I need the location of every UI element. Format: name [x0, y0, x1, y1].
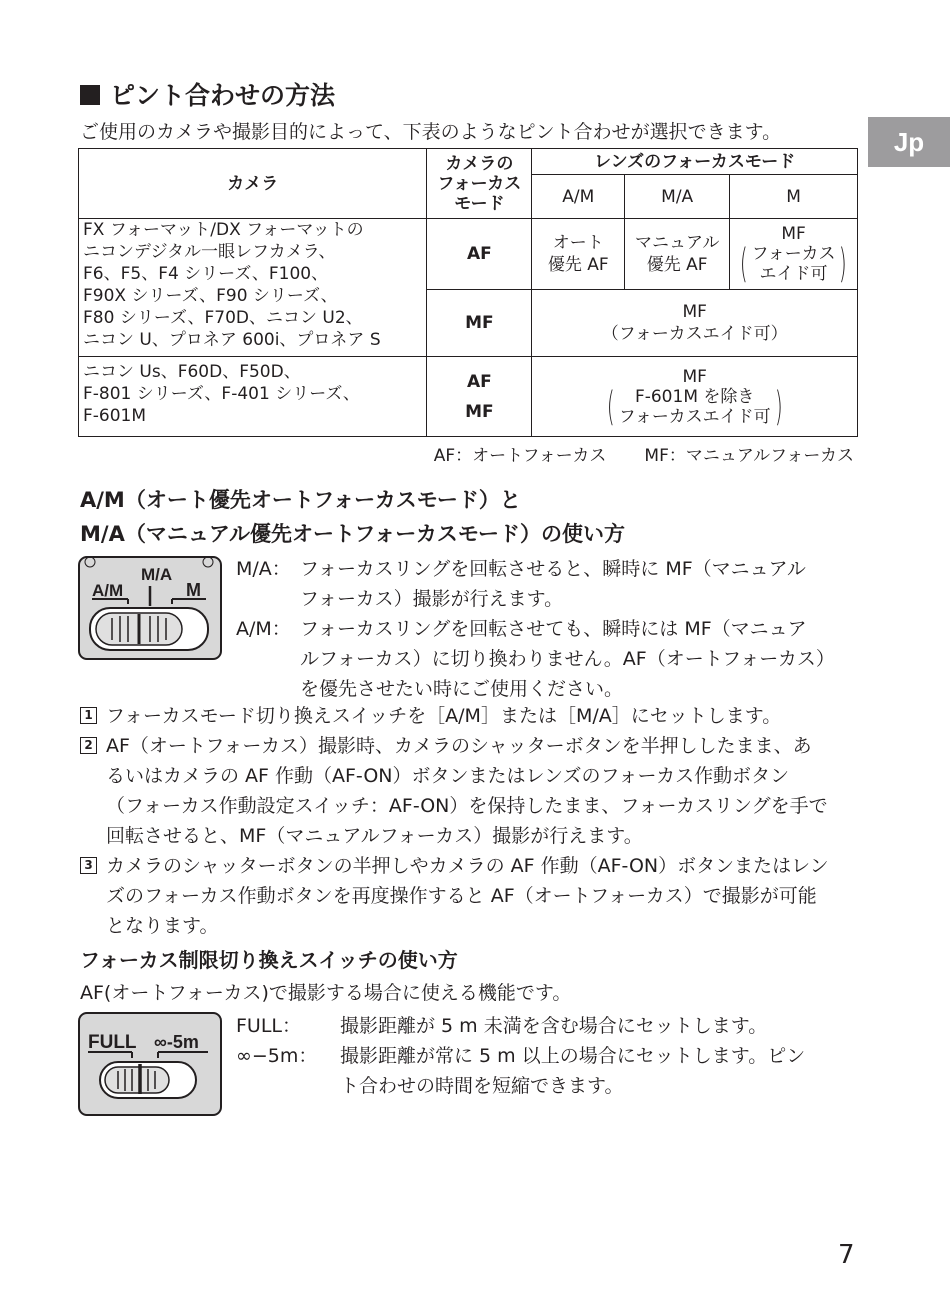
g1-mf-mode: MF: [427, 290, 532, 357]
g1-af-mode: AF: [427, 219, 532, 290]
g2-modes: AF MF: [427, 357, 532, 437]
section-title: ピント合わせの方法: [80, 76, 335, 112]
header-lens-am: A/M: [532, 175, 625, 219]
g1-af-ma-value: マニュアル 優先 AF: [625, 219, 730, 290]
switch-label-ma: M/A: [141, 565, 173, 584]
am-ma-title-line2: M/A（マニュアル優先オートフォーカスモード）の使い方: [80, 522, 626, 546]
g1-mf-value: MF （フォーカスエイド可）: [532, 290, 858, 357]
section-intro: ご使用のカメラや撮影目的によって、下表のようなピント合わせが選択できます。: [80, 121, 782, 143]
am-ma-title-line1: A/M（オート優先オートフォーカスモード）と: [80, 488, 521, 512]
switch-label-m: M: [186, 580, 201, 600]
ma-description: M/A： フォーカスリングを回転させると、瞬時に MF（マニュアル フォーカス）撮影が行えます。: [236, 558, 806, 610]
g2-value: MF ( F-601M を除き フォーカスエイド可 ): [532, 357, 858, 437]
switch-label-full: FULL: [88, 1032, 137, 1053]
close-paren-icon: ): [774, 383, 783, 430]
limit-switch-intro: AF(オートフォーカス)で撮影する場合に使える機能です。: [80, 982, 572, 1004]
open-paren-icon: (: [739, 241, 748, 287]
language-tab: Jp: [868, 117, 950, 167]
step-1: 1 フォーカスモード切り換えスイッチを［A/M］または［M/A］にセットします。: [80, 701, 860, 731]
focus-limit-switch-illustration: [78, 1012, 222, 1116]
focus-mode-switch-illustration: [78, 556, 222, 660]
inf-5m-description: ∞−5m： 撮影距離が常に 5 m 以上の場合にセットします。ピン ト合わせの時間を短縮できます。: [236, 1045, 806, 1097]
header-lens-focus-mode: レンズのフォーカスモード: [532, 149, 858, 175]
table-legend: AF：オートフォーカス MF：マニュアルフォーカス: [433, 446, 854, 466]
close-paren-icon: ): [839, 241, 848, 287]
header-camera: カメラ: [79, 149, 427, 219]
open-paren-icon: (: [607, 383, 615, 430]
focus-mode-table: [78, 148, 858, 437]
g1-af-m-value: MF ( フォーカス エイド可 ): [730, 219, 858, 290]
camera-group-1: FX フォーマット/DX フォーマットの ニコンデジタル一眼レフカメラ、 F6、F5、F4 シリーズ、F100、 F90X シリーズ、F90 シリーズ、 F80 シリーズ、F70D、ニコン U2、 ニコン U、プロネア 600i、プロネア S: [79, 219, 427, 357]
camera-group-2: ニコン Us、F60D、F50D、 F-801 シリーズ、F-401 シリーズ、 F-601M: [79, 357, 427, 437]
header-lens-m: M: [730, 175, 858, 219]
header-lens-ma: M/A: [625, 175, 730, 219]
header-camera-focus-mode: カメラの フォーカス モード: [427, 149, 532, 219]
page-number: 7: [838, 1240, 855, 1270]
full-description: FULL： 撮影距離が 5 m 未満を含む場合にセットします。: [236, 1015, 768, 1037]
switch-label-am: A/M: [92, 581, 124, 600]
g1-af-am-value: オート 優先 AF: [532, 219, 625, 290]
switch-label-inf-5m: ∞-5m: [154, 1032, 199, 1052]
step-2: 2 AF（オートフォーカス）撮影時、カメラのシャッターボタンを半押ししたまま、あ るいはカメラの AF 作動（AF-ON）ボタンまたはレンズのフォーカス作動ボタン （フォーカス作動設定スイッチ：AF-ON）を保持したまま、フォーカスリングを手で 回転させると、MF（マニュアルフォーカス）撮影が行えます。: [80, 731, 860, 851]
square-bullet-icon: [80, 85, 100, 105]
steps-list: [80, 701, 860, 941]
am-description: A/M： フォーカスリングを回転させても、瞬時には MF（マニュア ルフォーカス）に切り換わりません。AF（オートフォーカス） を優先させたい時にご使用ください。: [236, 618, 835, 700]
step-3: 3 カメラのシャッターボタンの半押しやカメラの AF 作動（AF-ON）ボタンまたはレン ズのフォーカス作動ボタンを再度操作すると AF（オートフォーカス）で撮影が可能 となります。: [80, 851, 860, 941]
limit-switch-title: フォーカス制限切り換えスイッチの使い方: [80, 948, 458, 972]
